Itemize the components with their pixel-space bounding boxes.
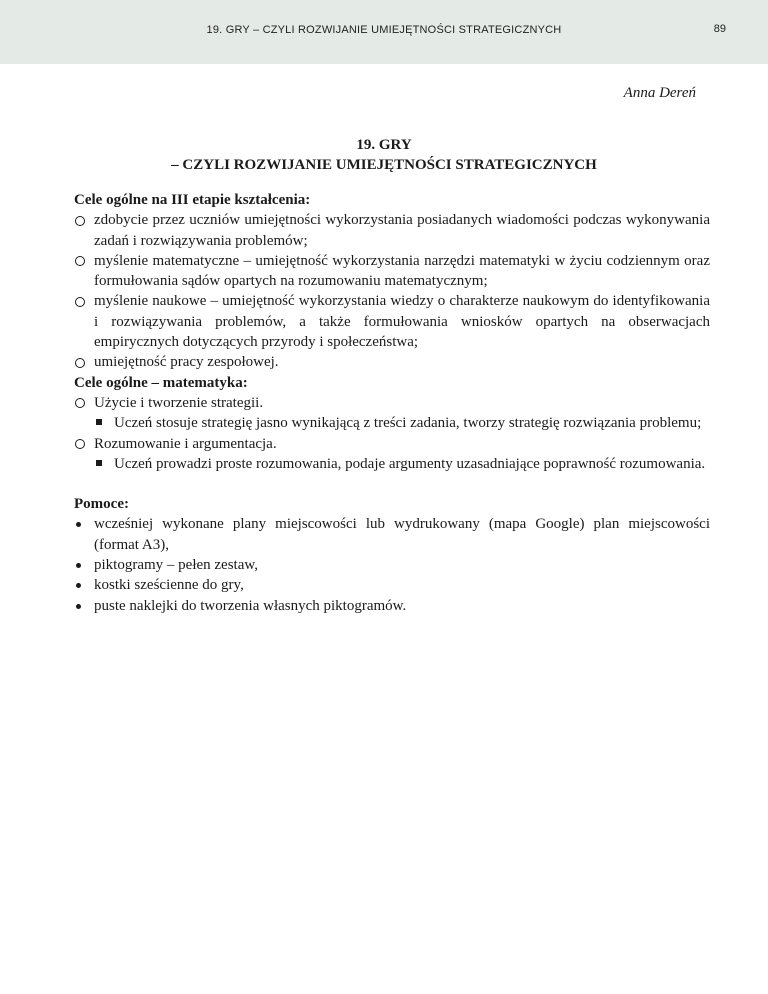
list-item-text: puste naklejki do tworzenia własnych piktogramów. [94,597,407,614]
square-bullet-icon [96,419,102,425]
sub-list-item-text: Uczeń stosuje strategię jasno wynikającą z treści zadania, tworzy strategię rozwiązania problemu; [114,415,702,432]
list-item [74,210,710,251]
list-item [74,555,710,575]
square-bullet-icon [96,460,102,466]
section-heading-materials: Pomoce: [74,496,129,513]
section-heading-general-goals: Cele ogólne na III etapie kształcenia: [74,192,311,208]
circle-bullet-icon [75,256,85,266]
list-item [74,393,710,413]
list-item-text: piktogramy – pełen zestaw, [94,557,258,574]
list-item [74,575,710,595]
list-item [74,291,710,352]
running-title: 19. GRY – CZYLI ROZWIJANIE UMIEJĘTNOŚCI STRATEGICZNYCH [206,24,562,36]
chapter-title-line-1: 19. GRY [356,137,412,153]
list-item [74,251,710,292]
section-heading-math-goals: Cele ogólne – matematyka: [74,374,248,391]
list-item-text: wcześniej wykonane plany miejscowości lub wydrukowany (mapa Google) plan miejscowości (format A3), [94,516,710,553]
list-item-text: myślenie matematyczne – umiejętność wykorzystania narzędzi matematyki w życiu codziennym oraz formułowania sądów opartych na rozumowaniu matematycznym; [94,252,710,290]
list-item-text: Użycie i tworzenie strategii. [94,394,264,411]
list-item-text: umiejętność pracy zespołowej. [94,354,279,371]
main-content [74,190,710,616]
list-item-text: kostki sześcienne do gry, [94,577,244,594]
list-item [74,596,710,616]
chapter-title-line-2: – CZYLI ROZWIJANIE UMIEJĘTNOŚCI STRATEGICZNYCH [171,157,597,173]
list-item [74,434,710,454]
sub-list-item-text: Uczeń prowadzi proste rozumowania, podaje argumenty uzasadniające poprawność rozumowania. [114,455,706,472]
chapter-title [0,135,768,175]
sub-list-item [74,413,710,433]
list-item-text: myślenie naukowe – umiejętność wykorzystania wiedzy o charakterze naukowym do identyfikowania i rozwiązywania problemów, a także formułowania wniosków opartych na obserwacjach empirycznych dotyczących przyrody i społeczeństwa; [94,293,710,351]
dot-bullet-icon [76,583,81,588]
circle-bullet-icon [75,297,85,307]
page-number: 89 [713,23,726,35]
dot-bullet-icon [76,563,81,568]
list-item [74,514,710,555]
author: Anna Dereń [623,85,696,101]
list-item-text: Rozumowanie i argumentacja. [94,435,277,452]
circle-bullet-icon [75,216,85,226]
sub-list-item [74,454,710,474]
circle-bullet-icon [75,439,85,449]
dot-bullet-icon [76,522,81,527]
circle-bullet-icon [75,398,85,408]
page-header [0,0,768,64]
list-item-text: zdobycie przez uczniów umiejętności wykorzystania posiadanych wiadomości podczas wykonywania zadań i rozwiązywania problemów; [94,212,710,249]
dot-bullet-icon [76,604,81,609]
list-item [74,352,710,372]
circle-bullet-icon [75,358,85,368]
